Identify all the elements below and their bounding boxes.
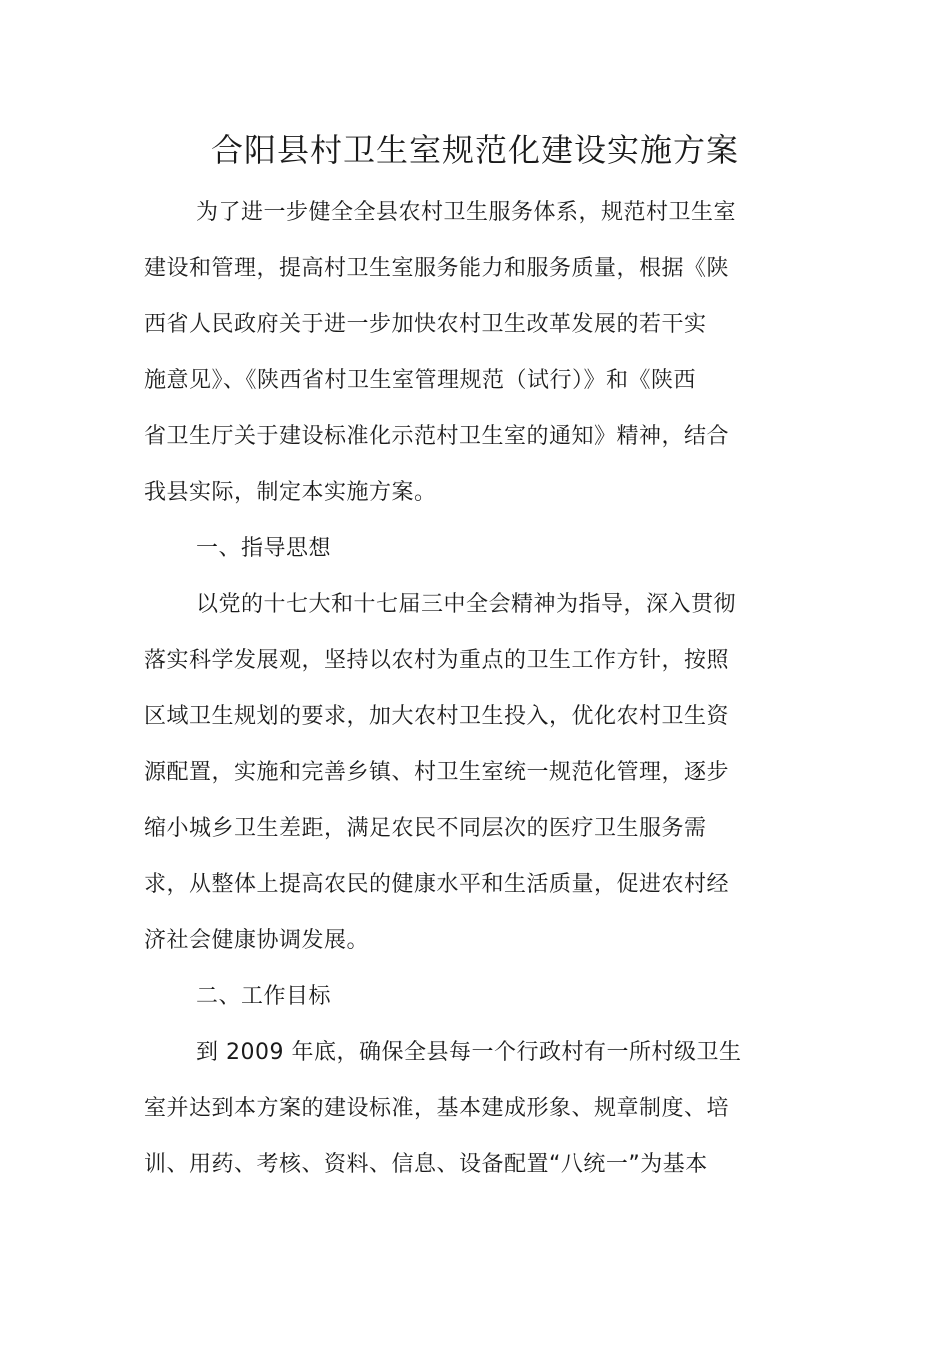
paragraph-line: 到 2009 年底，确保全县每一个行政村有一所村级卫生 xyxy=(196,1040,742,1065)
paragraph-line: 落实科学发展观，坚持以农村为重点的卫生工作方针，按照 xyxy=(144,648,730,673)
paragraph-line: 训、用药、考核、资料、信息、设备配置“八统一”为基本 xyxy=(144,1152,708,1177)
paragraph-line: 室并达到本方案的建设标准，基本建成形象、规章制度、培 xyxy=(144,1096,730,1121)
paragraph-line: 济社会健康协调发展。 xyxy=(144,928,370,953)
paragraph-line: 以党的十七大和十七届三中全会精神为指导，深入贯彻 xyxy=(196,592,737,617)
paragraph-line: 为了进一步健全全县农村卫生服务体系，规范村卫生室 xyxy=(196,200,737,225)
section-heading-work-goals: 二、工作目标 xyxy=(196,984,332,1009)
section-heading-guiding-thought: 一、指导思想 xyxy=(196,536,332,561)
paragraph-line: 建设和管理，提高村卫生室服务能力和服务质量，根据《陕 xyxy=(144,256,730,281)
paragraph-line: 缩小城乡卫生差距，满足农民不同层次的医疗卫生服务需 xyxy=(144,816,707,841)
paragraph-line: 源配置，实施和完善乡镇、村卫生室统一规范化管理，逐步 xyxy=(144,760,730,785)
paragraph-line: 我县实际，制定本实施方案。 xyxy=(144,480,437,505)
paragraph-line: 区域卫生规划的要求，加大农村卫生投入，优化农村卫生资 xyxy=(144,704,730,729)
paragraph-line: 西省人民政府关于进一步加快农村卫生改革发展的若干实 xyxy=(144,312,707,337)
paragraph-line: 施意见》、《陕西省村卫生室管理规范（试行）》和《陕西 xyxy=(144,368,697,393)
paragraph-line: 求，从整体上提高农民的健康水平和生活质量，促进农村经 xyxy=(144,872,730,897)
document-title: 合阳县村卫生室规范化建设实施方案 xyxy=(210,131,739,169)
paragraph-line: 省卫生厅关于建设标准化示范村卫生室的通知》精神，结合 xyxy=(144,424,730,449)
